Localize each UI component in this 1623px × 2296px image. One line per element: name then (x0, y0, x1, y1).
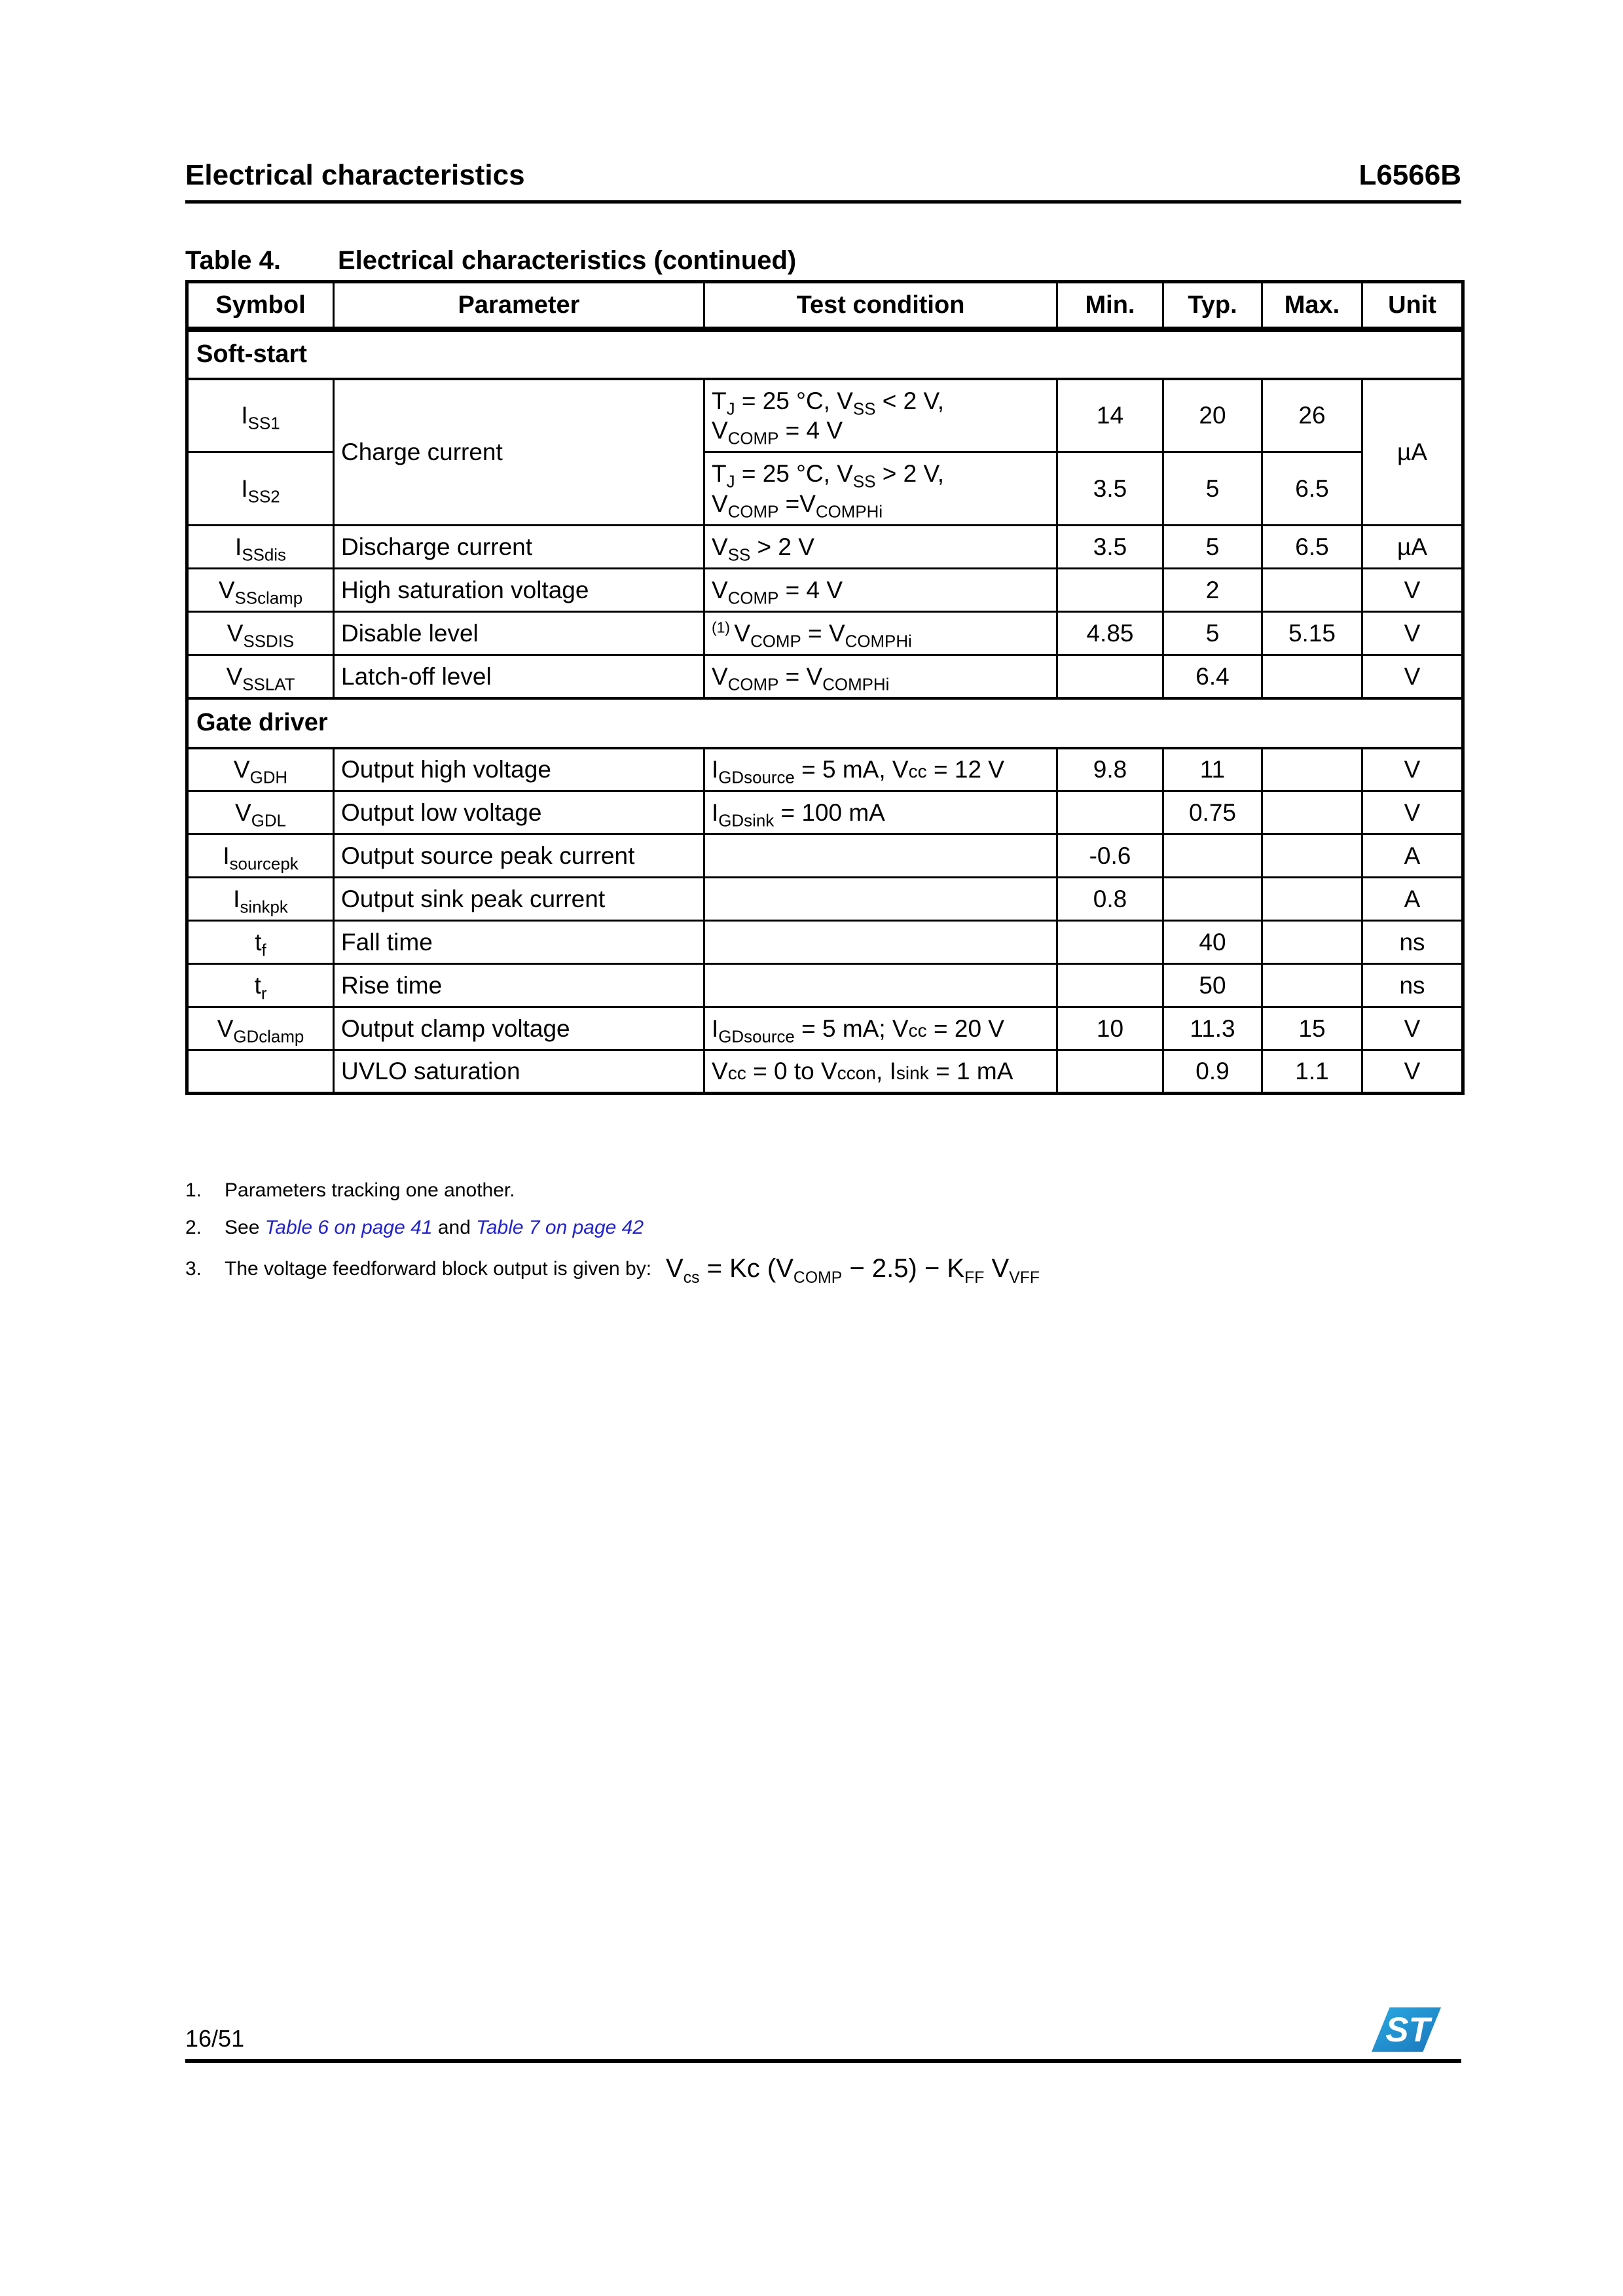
min-cell: 9.8 (1057, 748, 1163, 791)
typ-cell (1163, 878, 1262, 921)
table-row (187, 379, 1463, 452)
test-condition-cell: $I_{GDsink} = 100$ mA (704, 791, 1057, 834)
table-row (187, 834, 1463, 878)
unit-cell: A (1362, 834, 1463, 878)
unit-cell: A (1362, 878, 1463, 921)
max-cell (1262, 655, 1362, 698)
symbol-cell: $I_{sourcepk}$ (187, 834, 334, 878)
test-condition-cell: $V_{COMP} = V_{COMPHi}$ (704, 655, 1057, 698)
max-cell (1262, 748, 1362, 791)
test-condition-cell: $I_{GDsource} = 5$ mA; Vcc = 20 V (704, 1007, 1057, 1050)
st-logo-graphic (1372, 2007, 1441, 2053)
typ-cell: 11.3 (1163, 1007, 1262, 1050)
footnote-text: Parameters tracking one another. (225, 1179, 515, 1201)
max-cell: 6.5 (1262, 452, 1362, 526)
min-cell (1057, 791, 1163, 834)
table-row (187, 791, 1463, 834)
parameter-cell: UVLO saturation (334, 1050, 704, 1094)
table-row (187, 526, 1463, 569)
min-cell (1057, 655, 1163, 698)
parameter-cell: Latch-off level (334, 655, 704, 698)
min-cell (1057, 1050, 1163, 1094)
st-logo (1372, 2007, 1441, 2053)
table-caption (185, 246, 796, 276)
typ-cell (1163, 834, 1262, 878)
symbol-cell (187, 1050, 334, 1094)
section-heading: Electrical characteristics (185, 159, 525, 191)
max-cell (1262, 569, 1362, 612)
min-cell (1057, 921, 1163, 964)
parameter-cell: Output low voltage (334, 791, 704, 834)
column-header-parameter: Parameter (334, 282, 704, 329)
max-cell: 5.15 (1262, 612, 1362, 655)
typ-cell: 50 (1163, 964, 1262, 1007)
test-condition-cell: Vcc = 0 to Vccon, Isink = 1 mA (704, 1050, 1057, 1094)
symbol-cell: $I_{sinkpk}$ (187, 878, 334, 921)
test-condition-cell (704, 834, 1057, 878)
parameter-cell: Output clamp voltage (334, 1007, 704, 1050)
column-header-min: Min. (1057, 282, 1163, 329)
min-cell: 3.5 (1057, 526, 1163, 569)
section-row-gate-driver (187, 698, 1463, 748)
min-cell (1057, 964, 1163, 1007)
unit-cell: µA (1362, 379, 1463, 526)
column-header-typ: Typ. (1163, 282, 1262, 329)
table-row (187, 921, 1463, 964)
parameter-cell: Output source peak current (334, 834, 704, 878)
test-condition-cell (704, 878, 1057, 921)
footnotes (185, 1179, 1461, 1299)
unit-cell: V (1362, 748, 1463, 791)
max-cell (1262, 878, 1362, 921)
svg-text:ST: ST (1385, 2011, 1430, 2050)
typ-cell: 40 (1163, 921, 1262, 964)
symbol-cell: $V_{GDclamp}$ (187, 1007, 334, 1050)
footnote-number: 1. (185, 1179, 202, 1201)
footnote-number: 2. (185, 1217, 202, 1238)
unit-cell: V (1362, 569, 1463, 612)
footnote-2 (185, 1217, 1461, 1239)
max-cell: 15 (1262, 1007, 1362, 1050)
min-cell: 14 (1057, 379, 1163, 452)
table-row (187, 1007, 1463, 1050)
part-number: L6566B (1359, 159, 1461, 191)
min-cell: 10 (1057, 1007, 1163, 1050)
table-row (187, 878, 1463, 921)
table-title: Electrical characteristics (continued) (338, 246, 797, 275)
max-cell (1262, 834, 1362, 878)
unit-cell: V (1362, 1007, 1463, 1050)
column-header-test-condition: Test condition (704, 282, 1057, 329)
max-cell (1262, 964, 1362, 1007)
footnote-text-prefix: See (225, 1217, 265, 1238)
footnote-number: 3. (185, 1257, 202, 1280)
typ-cell: 0.75 (1163, 791, 1262, 834)
parameter-cell: Output sink peak current (334, 878, 704, 921)
test-condition-cell: $T_J = 25$ °C, $V_{SS} < 2$ V, $V_{COMP} = 4$ V (704, 379, 1057, 452)
symbol-cell: $V_{SSLAT}$ (187, 655, 334, 698)
symbol-cell: $V_{SSDIS}$ (187, 612, 334, 655)
unit-cell: V (1362, 1050, 1463, 1094)
typ-cell: 20 (1163, 379, 1262, 452)
header-rule (185, 200, 1461, 204)
running-header (185, 159, 1461, 192)
min-cell: 4.85 (1057, 612, 1163, 655)
typ-cell: 5 (1163, 612, 1262, 655)
footnote-3 (185, 1254, 1461, 1287)
header-row (187, 282, 1463, 329)
min-cell: 3.5 (1057, 452, 1163, 526)
parameter-cell: Charge current (334, 379, 704, 526)
typ-cell: 6.4 (1163, 655, 1262, 698)
unit-cell: µA (1362, 526, 1463, 569)
min-cell: 0.8 (1057, 878, 1163, 921)
table-row (187, 612, 1463, 655)
typ-cell: 11 (1163, 748, 1262, 791)
footnote-text (225, 1217, 644, 1239)
symbol-cell: $t_r$ (187, 964, 334, 1007)
parameter-cell: Fall time (334, 921, 704, 964)
max-cell: 26 (1262, 379, 1362, 452)
parameter-cell: Rise time (334, 964, 704, 1007)
table-row (187, 748, 1463, 791)
parameter-cell: Discharge current (334, 526, 704, 569)
footnote-text: The voltage feedforward block output is given by: (225, 1257, 652, 1280)
table-7-link[interactable]: Table 7 on page 42 (476, 1217, 644, 1238)
symbol-cell: $V_{SSclamp}$ (187, 569, 334, 612)
max-cell: 1.1 (1262, 1050, 1362, 1094)
typ-cell: 5 (1163, 526, 1262, 569)
footnote-text-middle: and (432, 1217, 477, 1238)
symbol-cell: $t_f$ (187, 921, 334, 964)
max-cell (1262, 921, 1362, 964)
table-6-link[interactable]: Table 6 on page 41 (264, 1217, 433, 1238)
symbol-cell: $I_{SSdis}$ (187, 526, 334, 569)
max-cell (1262, 791, 1362, 834)
parameter-cell: Output high voltage (334, 748, 704, 791)
symbol-cell: $I_{SS1}$ (187, 379, 334, 452)
table-label: Table 4. (185, 246, 281, 275)
footnote-1 (185, 1179, 1461, 1202)
symbol-cell: $I_{SS2}$ (187, 452, 334, 526)
symbol-cell: $V_{GDH}$ (187, 748, 334, 791)
electrical-characteristics-table (185, 280, 1465, 1095)
test-condition-cell: $^{(1)}$ $V_{COMP} = V_{COMPHi}$ (704, 612, 1057, 655)
table-row (187, 655, 1463, 698)
typ-cell: 0.9 (1163, 1050, 1262, 1094)
test-condition-cell: $T_J = 25$ °C, $V_{SS} > 2$ V, $V_{COMP} =V_{COMPHi}$ (704, 452, 1057, 526)
min-cell: -0.6 (1057, 834, 1163, 878)
test-condition-cell (704, 921, 1057, 964)
section-title: Soft-start (187, 329, 1463, 379)
column-header-unit: Unit (1362, 282, 1463, 329)
typ-cell: 5 (1163, 452, 1262, 526)
table-row (187, 1050, 1463, 1094)
table-row (187, 964, 1463, 1007)
test-condition-cell (704, 964, 1057, 1007)
page-number: 16/51 (185, 2025, 245, 2052)
section-title: Gate driver (187, 698, 1463, 748)
test-condition-cell: $V_{COMP} = 4$ V (704, 569, 1057, 612)
section-row-soft-start (187, 329, 1463, 379)
min-cell (1057, 569, 1163, 612)
unit-cell: V (1362, 791, 1463, 834)
test-condition-cell: $I_{GDsource} = 5$ mA, Vcc = 12 V (704, 748, 1057, 791)
symbol-cell: $V_{GDL}$ (187, 791, 334, 834)
parameter-cell: Disable level (334, 612, 704, 655)
unit-cell: V (1362, 612, 1463, 655)
unit-cell: V (1362, 655, 1463, 698)
test-condition-cell: $V_{SS} > 2$ V (704, 526, 1057, 569)
unit-cell: ns (1362, 964, 1463, 1007)
column-header-symbol: Symbol (187, 282, 334, 329)
column-header-max: Max. (1262, 282, 1362, 329)
parameter-cell: High saturation voltage (334, 569, 704, 612)
unit-cell: ns (1362, 921, 1463, 964)
footer-rule (185, 2059, 1461, 2063)
typ-cell: 2 (1163, 569, 1262, 612)
table-row (187, 569, 1463, 612)
max-cell: 6.5 (1262, 526, 1362, 569)
feedforward-formula: $V_{cs} = Kc$ $(V_{COMP} - 2.5) - K_{FF}$ $V_{VFF}$ (666, 1254, 1040, 1287)
